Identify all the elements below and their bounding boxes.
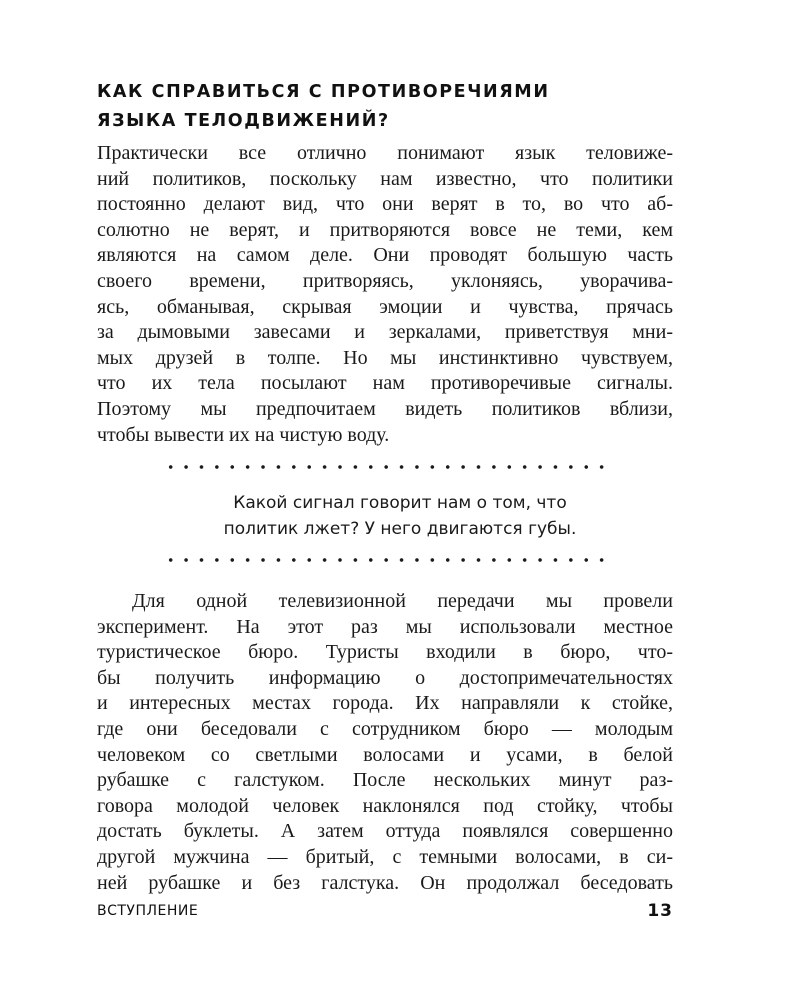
text-line: достать буклеты. А затем оттуда появлялся совершенно [97, 820, 673, 843]
text-line: Поэтому мы предпочитаем видеть политиков вблизи, [97, 397, 673, 420]
text-line: за дымовыми завесами и зеркалами, приветствуя мни- [97, 321, 673, 344]
text-line: где они беседовали с сотрудником бюро — молодым [97, 717, 673, 740]
text-line: своего времени, притворяясь, уклоняясь, уворачива- [97, 269, 673, 292]
heading-line: ЯЗЫКА ТЕЛОДВИЖЕНИЙ? [97, 111, 390, 131]
paragraph-2 [97, 589, 673, 896]
section-heading [97, 78, 697, 136]
text-line: мых друзей в толпе. Но мы инстинктивно чувствуем, [97, 346, 673, 369]
dotted-divider-top [163, 464, 611, 470]
text-line: постоянно делают вид, что они верят в то, во что аб- [97, 193, 673, 216]
quote-line: Какой сигнал говорит нам о том, что [233, 493, 567, 513]
text-line: говора молодой человек наклонялся под стойку, чтобы [97, 794, 673, 817]
text-line: человеком со светлыми волосами и усами, в белой [97, 743, 673, 766]
heading-line: КАК СПРАВИТЬСЯ С ПРОТИВОРЕЧИЯМИ [97, 82, 550, 102]
dotted-divider-bottom [163, 557, 611, 563]
text-line: бы получить информацию о достопримечательностях [97, 666, 673, 689]
quote-line: политик лжет? У него двигаются губы. [223, 519, 577, 539]
text-line: Для одной телевизионной передачи мы провели [132, 590, 673, 612]
paragraph-1 [97, 141, 673, 448]
text-line: рубашке с галстуком. После нескольких минут раз- [97, 769, 673, 792]
text-line: солютно не верят, и притворяются вовсе не теми, кем [97, 218, 673, 241]
text-line: эксперимент. На этот раз мы использовали местное [97, 615, 673, 638]
text-line: чтобы вывести их на чистую воду. [97, 423, 390, 446]
pull-quote [120, 490, 680, 542]
text-line: и интересных местах города. Их направляли к стойке, [97, 692, 673, 715]
text-line: ясь, обманывая, скрывая эмоции и чувства, прячась [97, 295, 673, 318]
page-footer [97, 901, 673, 923]
text-line: что их тела посылают нам противоречивые сигналы. [97, 372, 673, 395]
running-footer-section: ВСТУПЛЕНИЕ [97, 903, 199, 919]
text-line: являются на самом деле. Они проводят большую часть [97, 244, 673, 267]
text-line: другой мужчина — бритый, с темными волосами, в си- [97, 845, 673, 868]
text-line: Практически все отлично понимают язык теловиже- [97, 142, 673, 164]
page-number: 13 [647, 901, 673, 921]
text-line: ней рубашке и без галстука. Он продолжал беседовать [97, 871, 673, 894]
text-line: туристическое бюро. Туристы входили в бюро, что- [97, 641, 673, 664]
text-line: ний политиков, поскольку нам известно, что политики [97, 167, 673, 190]
